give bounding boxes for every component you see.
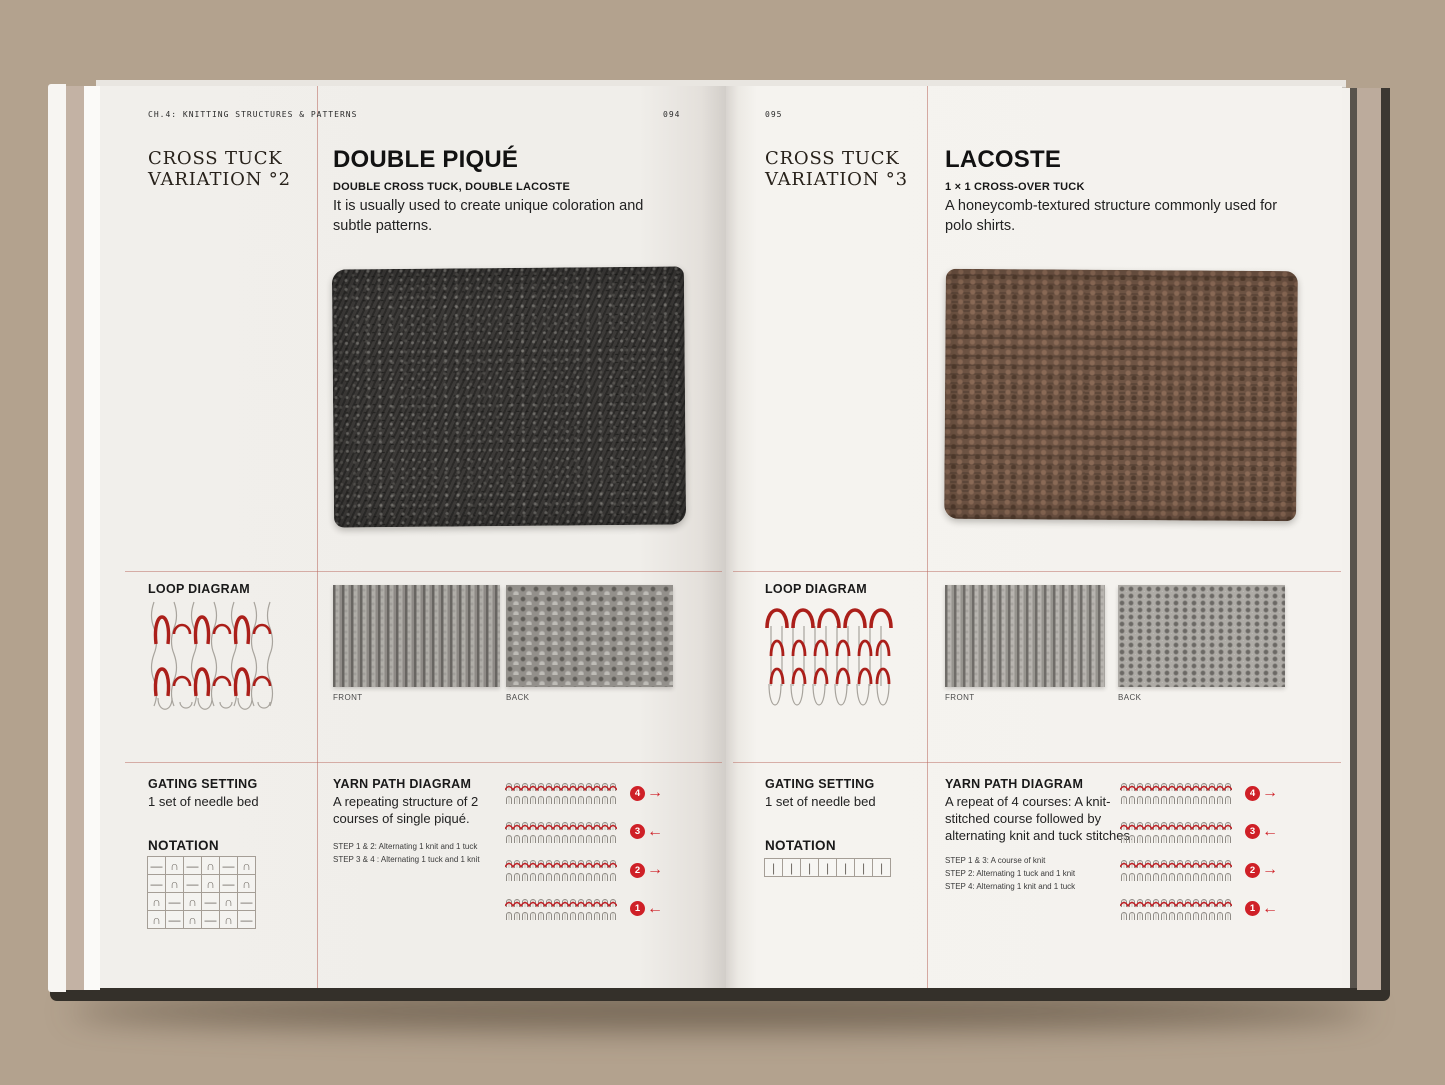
right-sidebar-title (765, 148, 908, 190)
notation-cell: ∩ (165, 856, 184, 875)
notation-cell: — (165, 910, 184, 929)
yarn-path-row (505, 819, 663, 845)
yarn-course-number: 2 (630, 863, 645, 878)
right-gating-label: GATING SETTING (765, 777, 875, 791)
left-loop-diagram-label: LOOP DIAGRAM (148, 582, 250, 596)
chapter-header: CH.4: KNITTING STRUCTURES & PATTERNS (148, 110, 358, 119)
yarn-path-row (505, 896, 663, 922)
notation-cell: | (872, 858, 891, 877)
left-yarn-path-rows (505, 780, 663, 934)
notation-cell: — (237, 910, 256, 929)
left-page-rule-2 (125, 762, 722, 763)
yarn-course-number: 4 (630, 786, 645, 801)
left-structure-subtitle: DOUBLE CROSS TUCK, DOUBLE LACOSTE (333, 181, 570, 193)
notation-cell: ∩ (201, 856, 220, 875)
notation-cell: — (219, 856, 238, 875)
notation-cell: ∩ (183, 910, 202, 929)
yarn-direction-arrow-icon: → (1262, 784, 1278, 801)
notation-cell: | (764, 858, 783, 877)
right-main-fabric-swatch (944, 269, 1298, 521)
left-back-label: BACK (506, 693, 530, 702)
left-page (100, 86, 726, 988)
right-back-swatch (1118, 585, 1285, 687)
notation-cell: — (183, 874, 202, 893)
yarn-direction-arrow-icon: → (647, 861, 663, 878)
left-page-column-rule (317, 86, 318, 988)
yarn-direction-arrow-icon: ← (1262, 822, 1278, 840)
yarn-course-number: 1 (630, 901, 645, 916)
left-notation-label: NOTATION (148, 838, 219, 853)
left-yarn-description: A repeating structure of 2 courses of single piqué. (333, 794, 479, 826)
step-line: STEP 1 & 2: Alternating 1 knit and 1 tuck (333, 842, 478, 851)
left-yarn-steps (333, 841, 480, 867)
notation-row (148, 893, 256, 911)
notation-row (148, 911, 256, 929)
left-back-swatch (506, 585, 673, 687)
left-yarn-label: YARN PATH DIAGRAM (333, 777, 472, 791)
left-structure-description: It is usually used to create unique coloration and subtle patterns. (333, 198, 644, 234)
yarn-direction-arrow-icon: → (647, 784, 663, 801)
yarn-direction-arrow-icon: → (1262, 861, 1278, 878)
notation-cell: ∩ (147, 892, 166, 911)
yarn-course-number: 3 (630, 824, 645, 839)
notation-cell: — (165, 892, 184, 911)
yarn-path-row (1120, 857, 1278, 883)
right-page-column-rule (927, 86, 928, 988)
yarn-path-row (1120, 780, 1278, 806)
left-structure-title: DOUBLE PIQUÉ (333, 146, 519, 173)
notation-cell: — (201, 892, 220, 911)
right-yarn-label: YARN PATH DIAGRAM (945, 777, 1084, 791)
notation-cell: ∩ (183, 892, 202, 911)
right-page-rule-2 (733, 762, 1341, 763)
step-line: STEP 1 & 3: A course of knit (945, 856, 1046, 865)
notation-cell: — (219, 874, 238, 893)
page-number-left: 094 (663, 110, 681, 119)
notation-cell: ∩ (219, 892, 238, 911)
right-structure-title: LACOSTE (945, 146, 1062, 173)
left-gating-label: GATING SETTING (148, 777, 258, 791)
left-sidebar-title (148, 148, 291, 190)
right-structure-subtitle: 1 × 1 CROSS-OVER TUCK (945, 181, 1085, 193)
book-right-cover-edge (1381, 88, 1390, 990)
notation-cell: — (201, 910, 220, 929)
right-notation-label: NOTATION (765, 838, 836, 853)
right-front-swatch (945, 585, 1105, 687)
yarn-path-row (1120, 819, 1278, 845)
notation-cell: ∩ (237, 874, 256, 893)
notation-cell: ∩ (237, 856, 256, 875)
right-back-label: BACK (1118, 693, 1142, 702)
right-notation-grid (765, 859, 891, 877)
yarn-direction-arrow-icon: ← (647, 822, 663, 840)
right-yarn-steps (945, 855, 1075, 893)
left-sidebar-title-line2: VARIATION °2 (148, 169, 291, 191)
notation-cell: — (183, 856, 202, 875)
left-front-label: FRONT (333, 693, 363, 702)
yarn-course-number: 4 (1245, 786, 1260, 801)
notation-row (148, 857, 256, 875)
notation-cell: — (147, 874, 166, 893)
notation-cell: | (854, 858, 873, 877)
yarn-path-row (1120, 896, 1278, 922)
book-bottom-cover-edge (50, 986, 1390, 1001)
notation-cell: | (818, 858, 837, 877)
step-line: STEP 3 & 4 : Alternating 1 tuck and 1 knit (333, 854, 480, 864)
page-number-right: 095 (765, 110, 783, 119)
notation-row (148, 875, 256, 893)
notation-cell: ∩ (219, 910, 238, 929)
step-line: STEP 4: Alternating 1 knit and 1 tuck (945, 881, 1076, 891)
right-front-label: FRONT (945, 693, 975, 702)
left-main-fabric-swatch (332, 266, 686, 527)
left-gating-value: 1 set of needle bed (148, 794, 259, 809)
right-yarn-description: A repeat of 4 courses: A knit-stitched course followed by alternating knit and tuck stitches. (945, 794, 1134, 843)
yarn-path-row (505, 857, 663, 883)
yarn-course-number: 2 (1245, 863, 1260, 878)
left-sidebar-title-line1: CROSS TUCK (148, 148, 283, 169)
yarn-path-row (505, 780, 663, 806)
notation-cell: ∩ (165, 874, 184, 893)
book-right-dark-strip (1350, 88, 1357, 988)
notation-row (765, 859, 891, 877)
yarn-course-number: 3 (1245, 824, 1260, 839)
yarn-direction-arrow-icon: ← (647, 899, 663, 917)
yarn-direction-arrow-icon: ← (1262, 899, 1278, 917)
notation-cell: — (237, 892, 256, 911)
notation-cell: | (836, 858, 855, 877)
book-left-cover-edge (48, 84, 66, 992)
step-line: STEP 2: Alternating 1 tuck and 1 knit (945, 868, 1076, 878)
notation-cell: ∩ (201, 874, 220, 893)
right-page-rule-1 (733, 571, 1341, 572)
left-page-rule-1 (125, 571, 722, 572)
notation-cell: — (147, 856, 166, 875)
book-left-page-edge-strip (84, 86, 100, 990)
book-right-page-edge (1342, 88, 1350, 988)
right-structure-description: A honeycomb-textured structure commonly used for polo shirts. (945, 198, 1278, 234)
notation-cell: | (800, 858, 819, 877)
yarn-course-number: 1 (1245, 901, 1260, 916)
right-gating-value: 1 set of needle bed (765, 794, 876, 809)
right-sidebar-title-line1: CROSS TUCK (765, 148, 900, 169)
notation-cell: | (782, 858, 801, 877)
right-yarn-path-rows (1120, 780, 1278, 934)
book-right-endpaper-strip (1357, 88, 1381, 990)
right-sidebar-title-line2: VARIATION °3 (765, 169, 908, 191)
left-loop-diagram-illustration (146, 598, 276, 721)
notation-cell: ∩ (147, 910, 166, 929)
right-loop-diagram-illustration (763, 598, 893, 721)
right-loop-diagram-label: LOOP DIAGRAM (765, 582, 867, 596)
book-left-endpaper-strip (66, 86, 84, 990)
left-front-swatch (333, 585, 500, 687)
left-notation-grid (148, 857, 256, 929)
right-page (726, 86, 1342, 988)
